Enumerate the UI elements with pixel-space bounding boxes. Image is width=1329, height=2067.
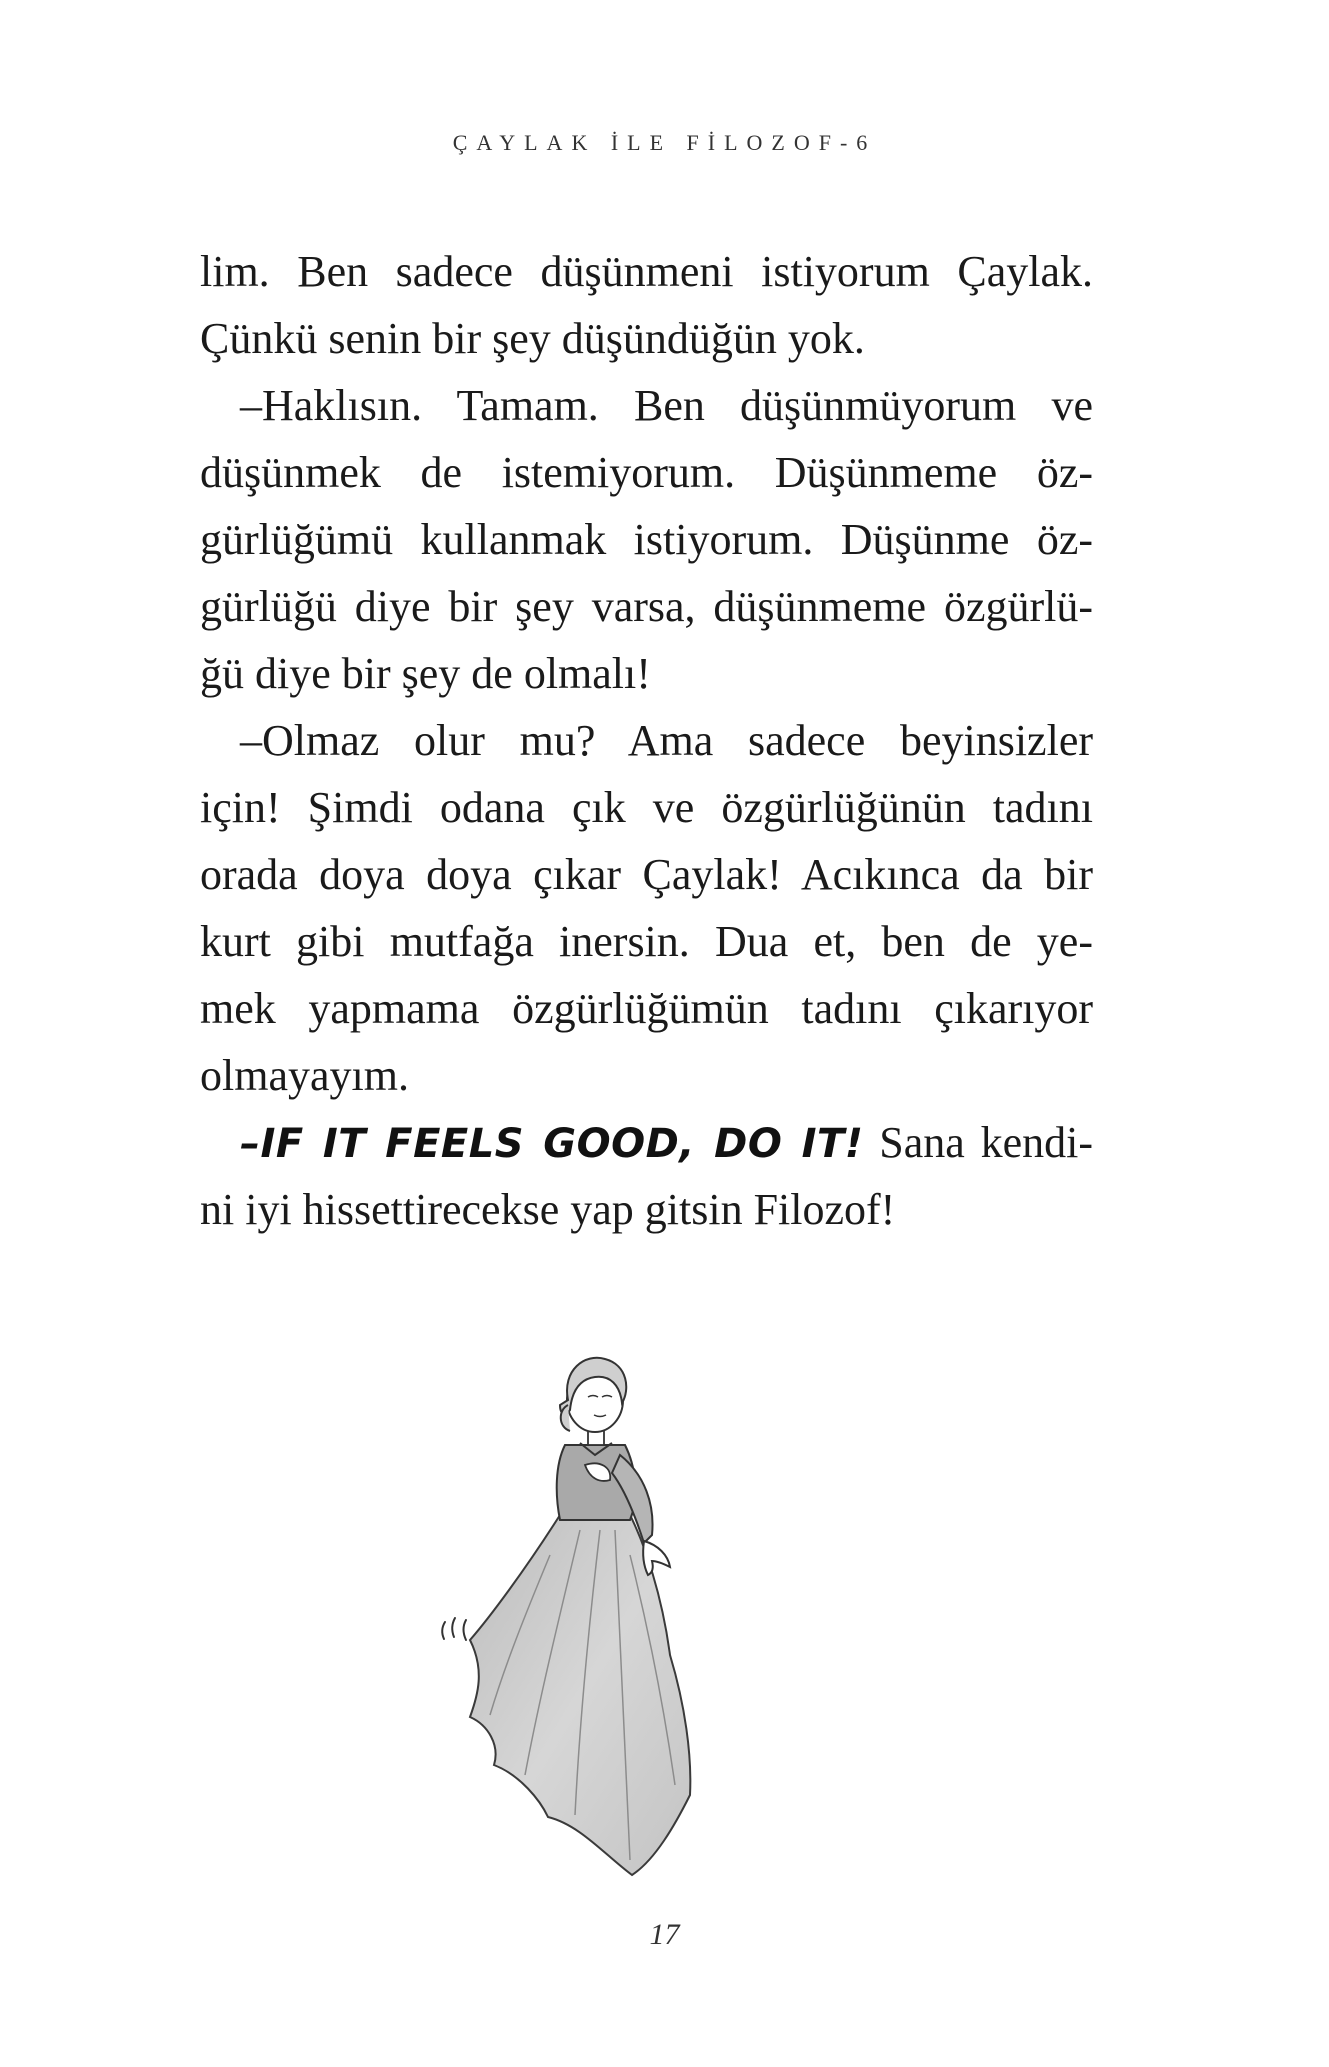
text-line-7: ğü diye bir şey de olmalı! (200, 649, 651, 698)
motion-lines-icon (442, 1618, 466, 1640)
text-line-6: gürlüğü diye bir şey varsa, düşünmeme özgürlü- (200, 582, 1093, 631)
running-header: ÇAYLAK İLE FİLOZOF-6 (452, 130, 877, 155)
shout-tail: Sana kendi- (863, 1118, 1094, 1167)
text-line-14 (200, 1109, 1093, 1176)
text-line-9: için! Şimdi odana çık ve özgürlüğünün tadını (200, 783, 1093, 832)
shout-phrase: –IF IT FEELS GOOD, DO IT! (240, 1121, 864, 1167)
text-line-8: –Olmaz olur mu? Ama sadece beyinsizler (240, 716, 1093, 765)
woman-in-flowing-gown-illustration (430, 1355, 810, 1925)
text-line-1: lim. Ben sadece düşünmeni istiyorum Çaylak. (200, 247, 1093, 296)
text-line-5: gürlüğümü kullanmak istiyorum. Düşünme öz- (200, 515, 1093, 564)
text-line-2: Çünkü senin bir şey düşündüğün yok. (200, 314, 865, 363)
page-number: 17 (649, 1918, 680, 1951)
text-line-10: orada doya doya çıkar Çaylak! Acıkınca da bir (200, 850, 1093, 899)
text-line-4: düşünmek de istemiyorum. Düşünmeme öz- (200, 448, 1093, 497)
text-line-15: ni iyi hissettirecekse yap gitsin Filozof! (200, 1185, 896, 1234)
text-line-3: –Haklısın. Tamam. Ben düşünmüyorum ve (240, 381, 1093, 430)
text-line-12: mek yapmama özgürlüğümün tadını çıkarıyor (200, 984, 1093, 1033)
text-line-11: kurt gibi mutfağa inersin. Dua et, ben de ye- (200, 917, 1093, 966)
body-text (200, 238, 1093, 1243)
text-line-13: olmayayım. (200, 1051, 409, 1100)
